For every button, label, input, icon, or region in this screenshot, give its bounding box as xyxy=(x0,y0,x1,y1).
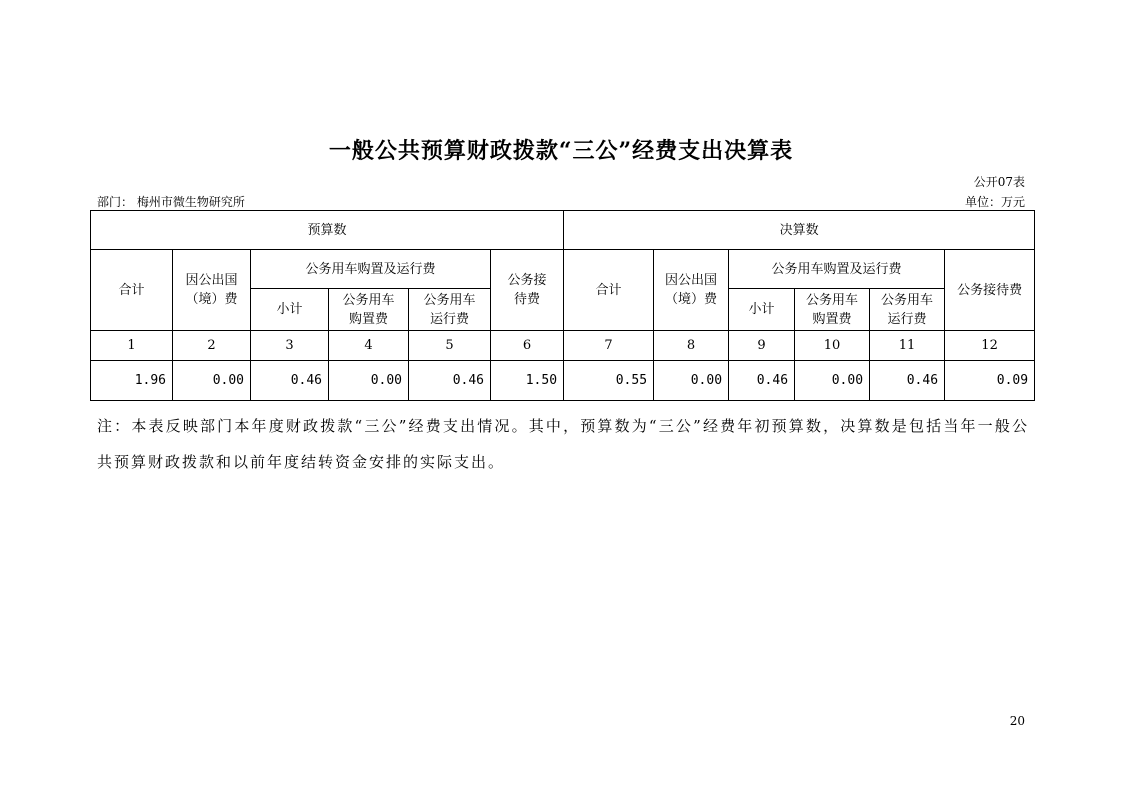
table-note: 注：本表反映部门本年度财政拨款“三公”经费支出情况。其中，预算数为“三公”经费年初预算数，决算数是包括当年一般公共预算财政拨款和以前年度结转资金安排的实际支出。 xyxy=(97,417,1029,471)
budget-vehicle-operation-header: 公务用车 运行费 xyxy=(409,289,491,331)
unit-label: 单位：万元 xyxy=(964,195,1025,209)
value-cell: 0.55 xyxy=(564,361,654,401)
value-cell: 0.00 xyxy=(173,361,251,401)
final-vehicle-group-header: 公务用车购置及运行费 xyxy=(729,250,945,289)
final-abroad-header: 因公出国 （境）费 xyxy=(654,250,729,331)
value-cell: 0.09 xyxy=(945,361,1035,401)
column-number-row xyxy=(91,331,1035,361)
budget-reception-header: 公务接 待费 xyxy=(491,250,564,331)
form-number: 公开07表 xyxy=(973,175,1025,189)
budget-subtotal-header: 小计 xyxy=(251,289,329,331)
final-header: 决算数 xyxy=(564,211,1035,250)
page-number: 20 xyxy=(1009,714,1025,728)
header-row-2 xyxy=(91,250,1035,289)
column-number: 2 xyxy=(173,331,251,361)
final-total-header: 合计 xyxy=(564,250,654,331)
value-cell: 1.96 xyxy=(91,361,173,401)
budget-abroad-header: 因公出国 （境）费 xyxy=(173,250,251,331)
budget-header: 预算数 xyxy=(91,211,564,250)
budget-vehicle-purchase-header: 公务用车 购置费 xyxy=(329,289,409,331)
value-cell: 1.50 xyxy=(491,361,564,401)
budget-total-header: 合计 xyxy=(91,250,173,331)
value-cell: 0.46 xyxy=(870,361,945,401)
column-number: 5 xyxy=(409,331,491,361)
value-cell: 0.00 xyxy=(329,361,409,401)
three-public-expense-table xyxy=(90,210,1035,401)
value-cell: 0.46 xyxy=(409,361,491,401)
header-row-1 xyxy=(91,211,1035,250)
final-vehicle-operation-header: 公务用车 运行费 xyxy=(870,289,945,331)
page-title: 一般公共预算财政拨款“三公”经费支出决算表 xyxy=(328,138,794,164)
column-number: 4 xyxy=(329,331,409,361)
column-number: 8 xyxy=(654,331,729,361)
value-cell: 0.46 xyxy=(251,361,329,401)
budget-vehicle-group-header: 公务用车购置及运行费 xyxy=(251,250,491,289)
column-number: 12 xyxy=(945,331,1035,361)
value-cell: 0.00 xyxy=(654,361,729,401)
column-number: 9 xyxy=(729,331,795,361)
column-number: 6 xyxy=(491,331,564,361)
final-subtotal-header: 小计 xyxy=(729,289,795,331)
column-number: 3 xyxy=(251,331,329,361)
column-number: 11 xyxy=(870,331,945,361)
final-reception-header: 公务接待费 xyxy=(945,250,1035,331)
column-number: 1 xyxy=(91,331,173,361)
value-cell: 0.46 xyxy=(729,361,795,401)
final-vehicle-purchase-header: 公务用车 购置费 xyxy=(795,289,870,331)
values-row xyxy=(91,361,1035,401)
value-cell: 0.00 xyxy=(795,361,870,401)
column-number: 10 xyxy=(795,331,870,361)
department-label: 部门： 梅州市微生物研究所 xyxy=(97,195,245,209)
column-number: 7 xyxy=(564,331,654,361)
